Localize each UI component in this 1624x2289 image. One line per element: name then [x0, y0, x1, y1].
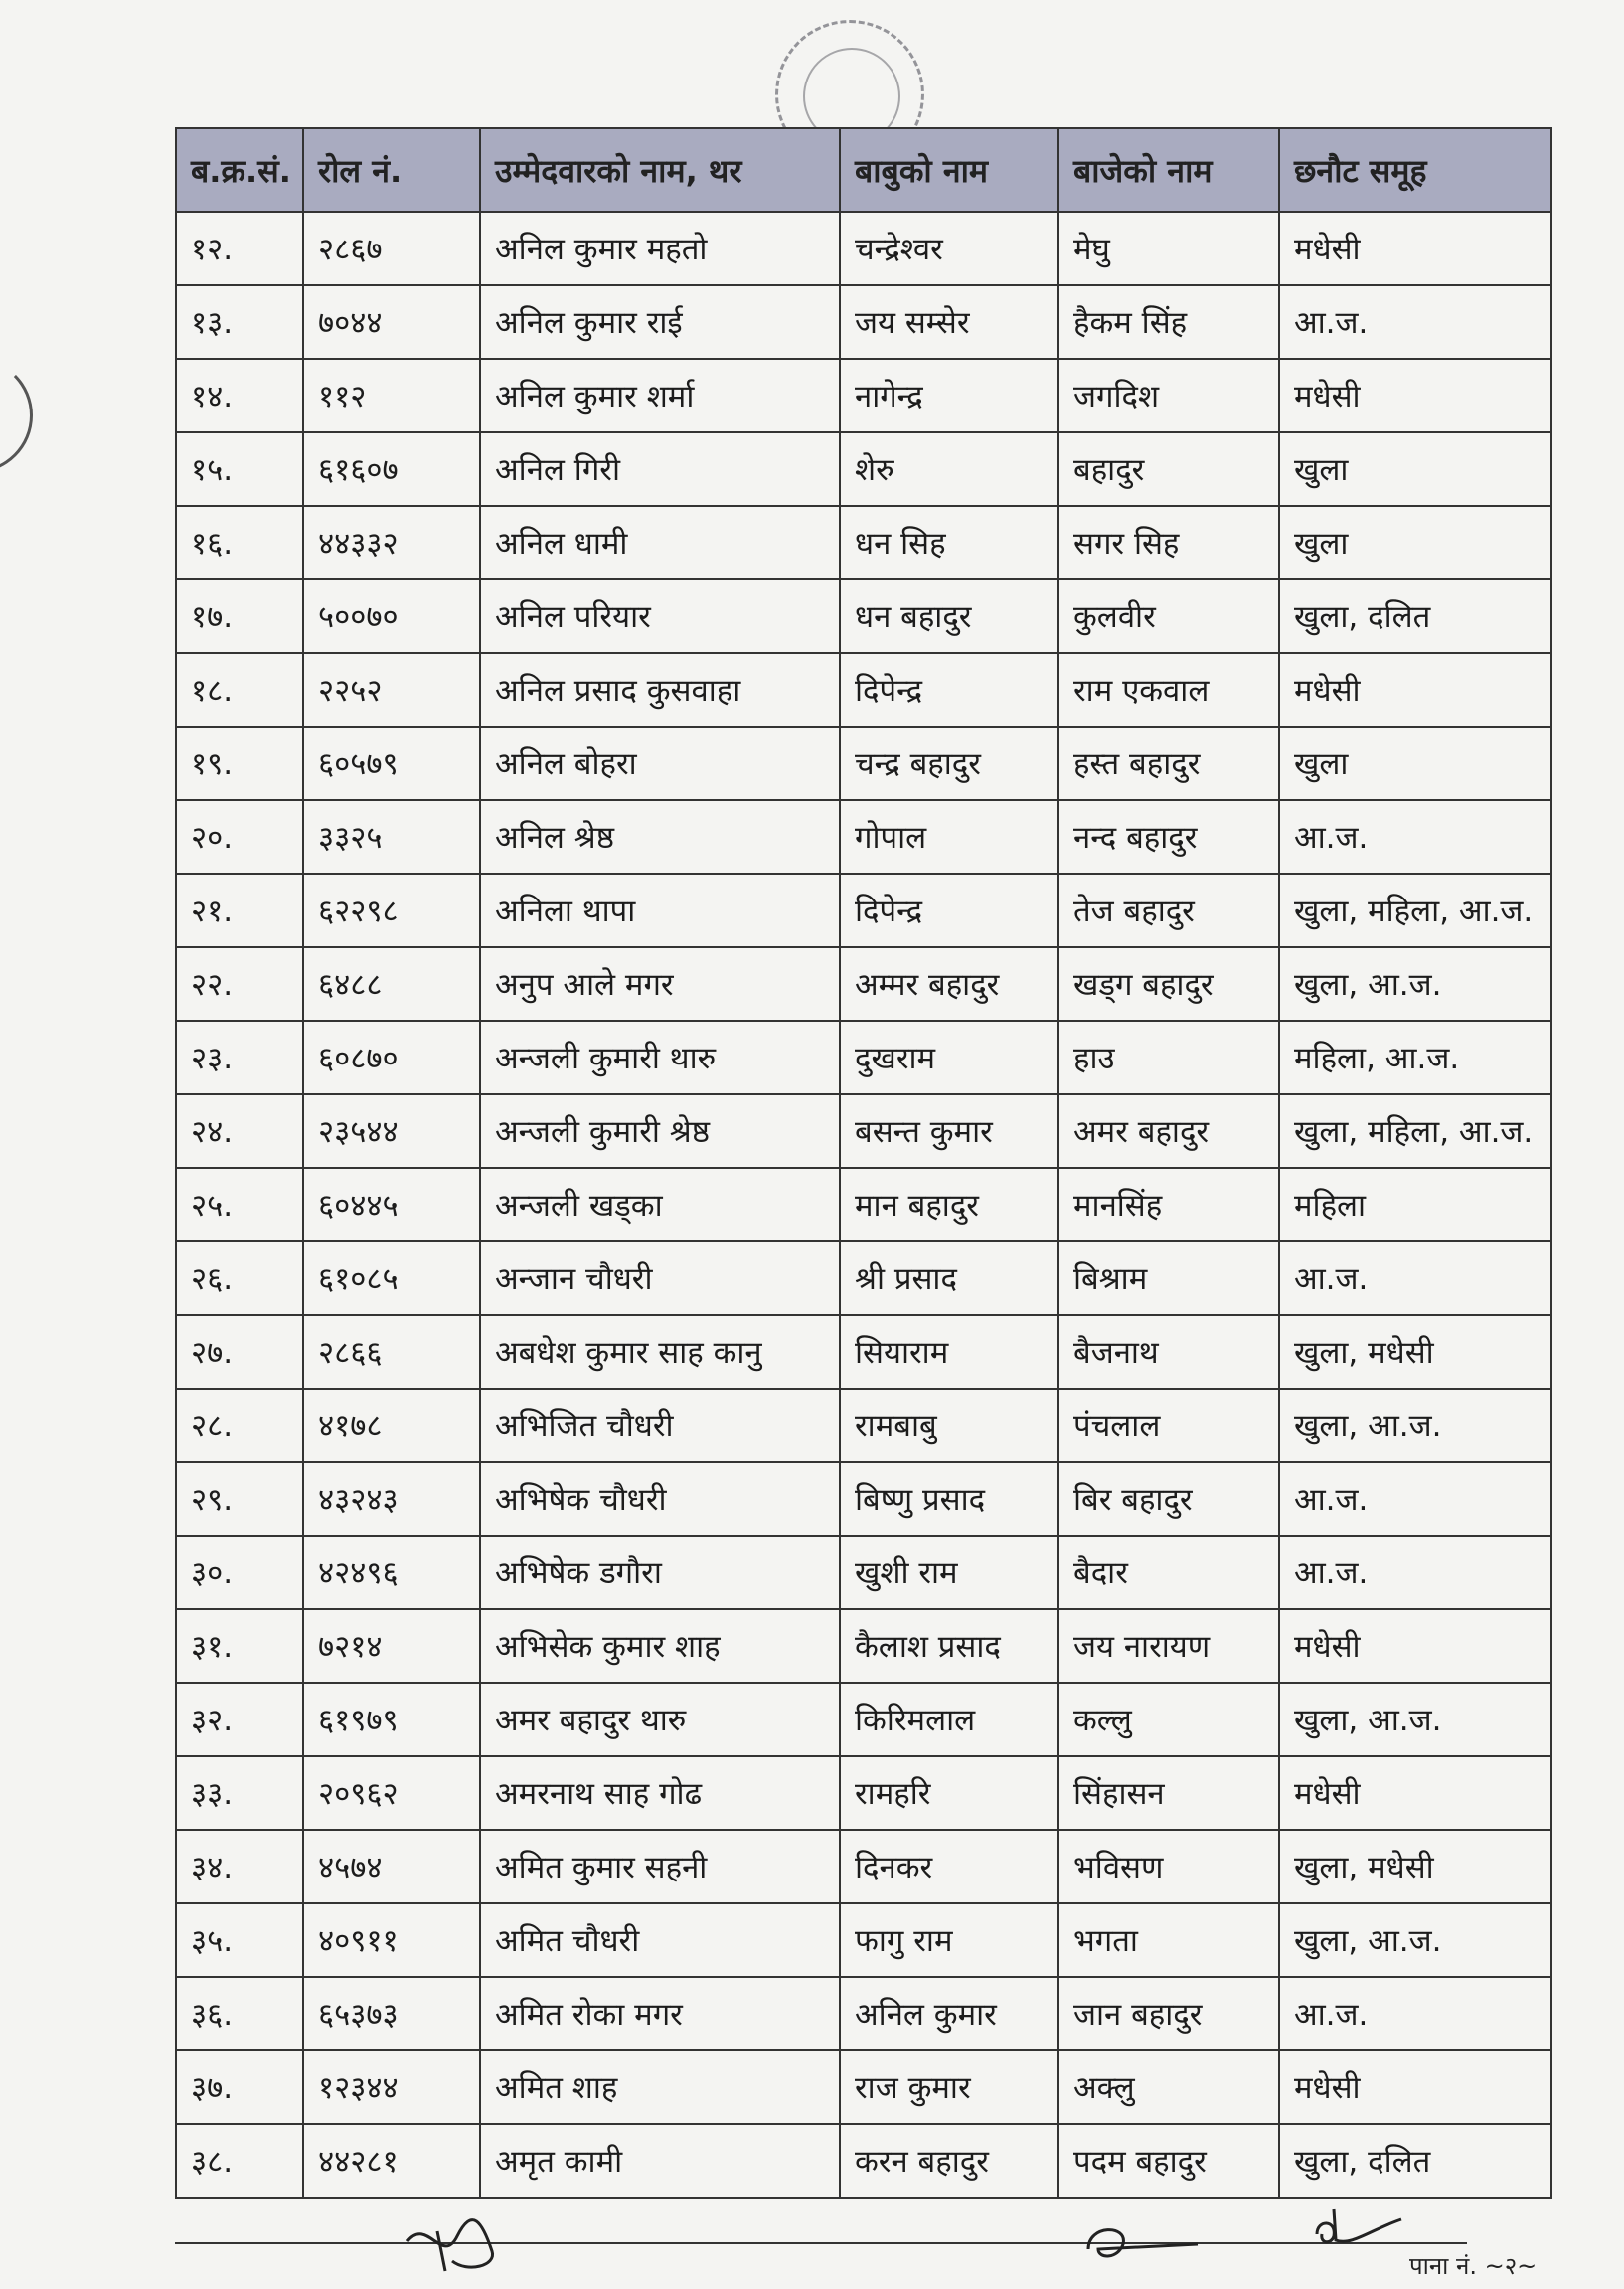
cell-roll-number: ६०४४५ [303, 1168, 480, 1241]
cell-roll-number: ४२४९६ [303, 1536, 480, 1609]
cell-roll-number: ६४८८ [303, 947, 480, 1021]
cell-serial-number: २०. [176, 800, 303, 874]
cell-roll-number: २३५४४ [303, 1094, 480, 1168]
cell-father-name: धन बहादुर [840, 579, 1058, 653]
header-roll-number: रोल नं. [303, 128, 480, 212]
cell-grandfather-name: हाउ [1058, 1021, 1279, 1094]
cell-grandfather-name: हस्त बहादुर [1058, 727, 1279, 800]
cell-grandfather-name: अमर बहादुर [1058, 1094, 1279, 1168]
cell-selection-group: आ.ज. [1279, 1977, 1551, 2050]
cell-serial-number: ३२. [176, 1683, 303, 1756]
cell-father-name: मान बहादुर [840, 1168, 1058, 1241]
cell-serial-number: २१. [176, 874, 303, 947]
cell-selection-group: खुला, महिला, आ.ज. [1279, 1094, 1551, 1168]
cell-selection-group: महिला [1279, 1168, 1551, 1241]
cell-roll-number: ४४३३२ [303, 506, 480, 579]
cell-selection-group: महिला, आ.ज. [1279, 1021, 1551, 1094]
cell-grandfather-name: सगर सिह [1058, 506, 1279, 579]
table-row [176, 1389, 1551, 1462]
cell-roll-number: ६२२९८ [303, 874, 480, 947]
cell-serial-number: १४. [176, 359, 303, 432]
cell-selection-group: खुला, आ.ज. [1279, 1389, 1551, 1462]
cell-selection-group: मधेसी [1279, 2050, 1551, 2124]
cell-father-name: राज कुमार [840, 2050, 1058, 2124]
cell-father-name: चन्द्र बहादुर [840, 727, 1058, 800]
table-row [176, 1830, 1551, 1903]
cell-grandfather-name: अक्लु [1058, 2050, 1279, 2124]
cell-candidate-name: अमित रोका मगर [480, 1977, 840, 2050]
table-row [176, 1094, 1551, 1168]
cell-father-name: दिपेन्द्र [840, 653, 1058, 727]
cell-roll-number: २८६७ [303, 212, 480, 285]
signature-left [398, 2211, 507, 2281]
table-row [176, 432, 1551, 506]
cell-candidate-name: अनिल कुमार शर्मा [480, 359, 840, 432]
table-row [176, 653, 1551, 727]
cell-selection-group: आ.ज. [1279, 1536, 1551, 1609]
cell-father-name: श्री प्रसाद [840, 1241, 1058, 1315]
table-row [176, 359, 1551, 432]
header-serial-number: ब.क्र.सं. [176, 128, 303, 212]
cell-selection-group: खुला, दलित [1279, 2124, 1551, 2198]
cell-roll-number: ४५७४ [303, 1830, 480, 1903]
cell-father-name: करन बहादुर [840, 2124, 1058, 2198]
cell-selection-group: खुला, मधेसी [1279, 1315, 1551, 1389]
cell-roll-number: ४०९११ [303, 1903, 480, 1977]
cell-candidate-name: अनिल श्रेष्ठ [480, 800, 840, 874]
cell-roll-number: ११२ [303, 359, 480, 432]
cell-grandfather-name: पंचलाल [1058, 1389, 1279, 1462]
cell-roll-number: ६०८७० [303, 1021, 480, 1094]
cell-grandfather-name: कुलवीर [1058, 579, 1279, 653]
cell-roll-number: २२५२ [303, 653, 480, 727]
cell-grandfather-name: जगदिश [1058, 359, 1279, 432]
cell-grandfather-name: जान बहादुर [1058, 1977, 1279, 2050]
cell-grandfather-name: हैकम सिंह [1058, 285, 1279, 359]
cell-selection-group: मधेसी [1279, 653, 1551, 727]
cell-father-name: बसन्त कुमार [840, 1094, 1058, 1168]
table-row [176, 727, 1551, 800]
cell-grandfather-name: खड्ग बहादुर [1058, 947, 1279, 1021]
cell-roll-number: ६०५७९ [303, 727, 480, 800]
table-row [176, 1536, 1551, 1609]
cell-father-name: चन्द्रेश्वर [840, 212, 1058, 285]
cell-candidate-name: अन्जली कुमारी श्रेष्ठ [480, 1094, 840, 1168]
cell-grandfather-name: बैजनाथ [1058, 1315, 1279, 1389]
cell-grandfather-name: बिश्राम [1058, 1241, 1279, 1315]
table-row [176, 947, 1551, 1021]
table-row [176, 874, 1551, 947]
cell-selection-group: खुला, मधेसी [1279, 1830, 1551, 1903]
cell-candidate-name: अमरनाथ साह गोढ [480, 1756, 840, 1830]
cell-grandfather-name: बैदार [1058, 1536, 1279, 1609]
cell-father-name: दुखराम [840, 1021, 1058, 1094]
signature-right [1302, 2195, 1411, 2254]
cell-serial-number: ३८. [176, 2124, 303, 2198]
cell-grandfather-name: कल्लु [1058, 1683, 1279, 1756]
cell-selection-group: आ.ज. [1279, 1462, 1551, 1536]
table-row [176, 285, 1551, 359]
page-number: पाना नं. ~२~ [1409, 2252, 1538, 2280]
cell-roll-number: २८६६ [303, 1315, 480, 1389]
table-row [176, 1977, 1551, 2050]
cell-selection-group: खुला [1279, 506, 1551, 579]
cell-selection-group: मधेसी [1279, 359, 1551, 432]
cell-roll-number: ३३२५ [303, 800, 480, 874]
table-row [176, 1903, 1551, 1977]
cell-selection-group: खुला [1279, 432, 1551, 506]
cell-candidate-name: अनिल कुमार राई [480, 285, 840, 359]
table-row [176, 1168, 1551, 1241]
cell-roll-number: ७०४४ [303, 285, 480, 359]
cell-candidate-name: अनिल कुमार महतो [480, 212, 840, 285]
cell-grandfather-name: नन्द बहादुर [1058, 800, 1279, 874]
cell-serial-number: ३४. [176, 1830, 303, 1903]
header-selection-group: छनौट समूह [1279, 128, 1551, 212]
cell-candidate-name: अनिला थापा [480, 874, 840, 947]
cell-father-name: किरिमलाल [840, 1683, 1058, 1756]
cell-selection-group: खुला, आ.ज. [1279, 1683, 1551, 1756]
table-row [176, 579, 1551, 653]
cell-candidate-name: अभिसेक कुमार शाह [480, 1609, 840, 1683]
cell-serial-number: २८. [176, 1389, 303, 1462]
header-grandfather-name: बाजेको नाम [1058, 128, 1279, 212]
cell-serial-number: १५. [176, 432, 303, 506]
cell-candidate-name: अभिषेक डगौरा [480, 1536, 840, 1609]
cell-father-name: गोपाल [840, 800, 1058, 874]
cell-serial-number: २७. [176, 1315, 303, 1389]
cell-grandfather-name: भविसण [1058, 1830, 1279, 1903]
cell-grandfather-name: पदम बहादुर [1058, 2124, 1279, 2198]
cell-candidate-name: अमित कुमार सहनी [480, 1830, 840, 1903]
cell-serial-number: ३६. [176, 1977, 303, 2050]
table-row [176, 1462, 1551, 1536]
cell-roll-number: ४१७८ [303, 1389, 480, 1462]
cell-grandfather-name: मेघु [1058, 212, 1279, 285]
cell-candidate-name: अमृत कामी [480, 2124, 840, 2198]
cell-selection-group: आ.ज. [1279, 1241, 1551, 1315]
cell-candidate-name: अभिजित चौधरी [480, 1389, 840, 1462]
cell-father-name: फागु राम [840, 1903, 1058, 1977]
table-row [176, 1315, 1551, 1389]
cell-serial-number: १६. [176, 506, 303, 579]
cell-selection-group: आ.ज. [1279, 800, 1551, 874]
cell-roll-number: ७२१४ [303, 1609, 480, 1683]
cell-serial-number: २५. [176, 1168, 303, 1241]
cell-candidate-name: अन्जली खड्का [480, 1168, 840, 1241]
cell-serial-number: २९. [176, 1462, 303, 1536]
table-row [176, 1756, 1551, 1830]
cell-father-name: नागेन्द्र [840, 359, 1058, 432]
cell-grandfather-name: तेज बहादुर [1058, 874, 1279, 947]
cell-serial-number: २६. [176, 1241, 303, 1315]
cell-selection-group: खुला, महिला, आ.ज. [1279, 874, 1551, 947]
cell-roll-number: ४३२४३ [303, 1462, 480, 1536]
table-row [176, 212, 1551, 285]
table-row [176, 1683, 1551, 1756]
cell-serial-number: २३. [176, 1021, 303, 1094]
cell-serial-number: ३३. [176, 1756, 303, 1830]
cell-father-name: शेरु [840, 432, 1058, 506]
cell-selection-group: खुला, दलित [1279, 579, 1551, 653]
cell-candidate-name: अनिल बोहरा [480, 727, 840, 800]
cell-selection-group: खुला [1279, 727, 1551, 800]
cell-serial-number: ३७. [176, 2050, 303, 2124]
cell-candidate-name: अनिल परियार [480, 579, 840, 653]
cell-candidate-name: अमर बहादुर थारु [480, 1683, 840, 1756]
cell-candidate-name: अभिषेक चौधरी [480, 1462, 840, 1536]
cell-father-name: दिपेन्द्र [840, 874, 1058, 947]
signature-middle [1078, 2214, 1208, 2269]
footer-divider [175, 2242, 1467, 2244]
cell-father-name: धन सिह [840, 506, 1058, 579]
cell-candidate-name: अनिल धामी [480, 506, 840, 579]
cell-serial-number: ३१. [176, 1609, 303, 1683]
cell-father-name: खुशी राम [840, 1536, 1058, 1609]
table-row [176, 1609, 1551, 1683]
cell-father-name: सियाराम [840, 1315, 1058, 1389]
cell-father-name: रामबाबु [840, 1389, 1058, 1462]
cell-roll-number: ६१६०७ [303, 432, 480, 506]
cell-candidate-name: अमित चौधरी [480, 1903, 840, 1977]
cell-serial-number: १२. [176, 212, 303, 285]
table-row [176, 1241, 1551, 1315]
cell-father-name: अम्मर बहादुर [840, 947, 1058, 1021]
cell-selection-group: आ.ज. [1279, 285, 1551, 359]
cell-serial-number: १९. [176, 727, 303, 800]
cell-serial-number: ३०. [176, 1536, 303, 1609]
cell-serial-number: ३५. [176, 1903, 303, 1977]
cell-candidate-name: अन्जली कुमारी थारु [480, 1021, 840, 1094]
cell-selection-group: खुला, आ.ज. [1279, 947, 1551, 1021]
cell-grandfather-name: भगता [1058, 1903, 1279, 1977]
cell-selection-group: मधेसी [1279, 1756, 1551, 1830]
cell-selection-group: मधेसी [1279, 212, 1551, 285]
cell-roll-number: ६१९७९ [303, 1683, 480, 1756]
cell-father-name: दिनकर [840, 1830, 1058, 1903]
cell-candidate-name: अनिल प्रसाद कुसवाहा [480, 653, 840, 727]
table-row [176, 1021, 1551, 1094]
punch-hole-mark [0, 358, 33, 473]
table-header-row [176, 128, 1551, 212]
table-row [176, 2050, 1551, 2124]
cell-serial-number: १३. [176, 285, 303, 359]
cell-grandfather-name: बिर बहादुर [1058, 1462, 1279, 1536]
cell-serial-number: २२. [176, 947, 303, 1021]
cell-roll-number: १२३४४ [303, 2050, 480, 2124]
cell-serial-number: १७. [176, 579, 303, 653]
cell-father-name: अनिल कुमार [840, 1977, 1058, 2050]
cell-candidate-name: अनिल गिरी [480, 432, 840, 506]
cell-grandfather-name: सिंहासन [1058, 1756, 1279, 1830]
cell-grandfather-name: मानसिंह [1058, 1168, 1279, 1241]
table-row [176, 2124, 1551, 2198]
cell-grandfather-name: बहादुर [1058, 432, 1279, 506]
table-row [176, 800, 1551, 874]
cell-father-name: बिष्णु प्रसाद [840, 1462, 1058, 1536]
table-row [176, 506, 1551, 579]
cell-grandfather-name: राम एकवाल [1058, 653, 1279, 727]
cell-roll-number: ६५३७३ [303, 1977, 480, 2050]
cell-serial-number: १८. [176, 653, 303, 727]
cell-candidate-name: अनुप आले मगर [480, 947, 840, 1021]
table-body [176, 212, 1551, 2198]
cell-roll-number: २०९६२ [303, 1756, 480, 1830]
cell-father-name: जय सम्सेर [840, 285, 1058, 359]
cell-serial-number: २४. [176, 1094, 303, 1168]
cell-candidate-name: अन्जान चौधरी [480, 1241, 840, 1315]
cell-grandfather-name: जय नारायण [1058, 1609, 1279, 1683]
cell-father-name: रामहरि [840, 1756, 1058, 1830]
cell-father-name: कैलाश प्रसाद [840, 1609, 1058, 1683]
cell-selection-group: खुला, आ.ज. [1279, 1903, 1551, 1977]
cell-roll-number: ४४२८१ [303, 2124, 480, 2198]
cell-candidate-name: अबधेश कुमार साह कानु [480, 1315, 840, 1389]
cell-roll-number: ५००७० [303, 579, 480, 653]
cell-roll-number: ६१०८५ [303, 1241, 480, 1315]
candidate-results-table [175, 127, 1552, 2199]
cell-selection-group: मधेसी [1279, 1609, 1551, 1683]
header-candidate-name: उम्मेदवारको नाम, थर [480, 128, 840, 212]
cell-candidate-name: अमित शाह [480, 2050, 840, 2124]
header-father-name: बाबुको नाम [840, 128, 1058, 212]
